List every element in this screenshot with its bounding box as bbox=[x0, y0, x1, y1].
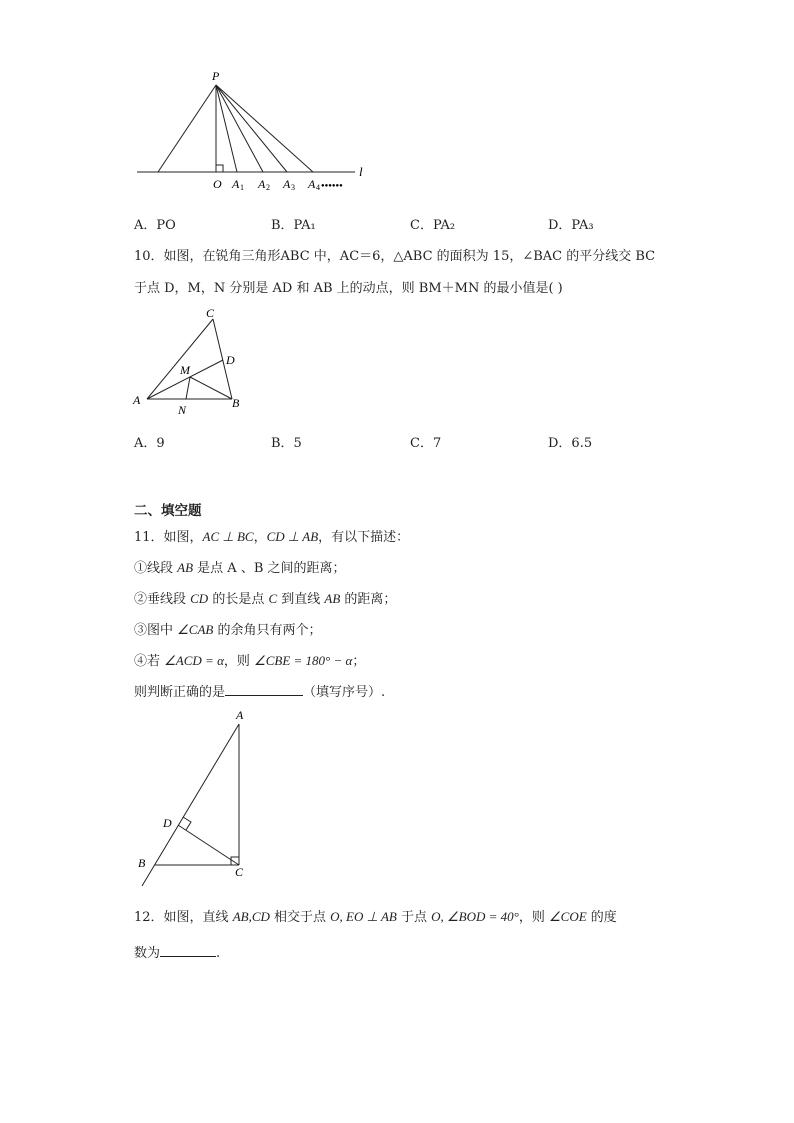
q12-e: 的度 bbox=[586, 910, 617, 925]
label-a2-sub: 2 bbox=[266, 183, 270, 192]
q11-s3-m: ∠CAB bbox=[177, 622, 214, 637]
label-d: D bbox=[226, 353, 235, 367]
label-p: P bbox=[212, 69, 220, 83]
q12-line-1 bbox=[134, 906, 617, 925]
label-a4: A bbox=[308, 177, 316, 191]
segment-bm bbox=[190, 377, 232, 399]
label-a2: A bbox=[258, 177, 266, 191]
right-angle-mark-o bbox=[216, 165, 223, 172]
q11-cond-1: AC ⊥ BC bbox=[202, 529, 254, 544]
q11-s3-a: ③图中 bbox=[134, 623, 178, 638]
q12-m1: AB,CD bbox=[232, 909, 270, 924]
q11-s2-a: ②垂线段 bbox=[134, 592, 191, 607]
q10-option-a: A．9 bbox=[134, 436, 165, 451]
q11-s3-b: 的余角只有两个； bbox=[213, 623, 322, 638]
segment-p-left bbox=[158, 85, 216, 172]
q12-end: . bbox=[216, 946, 221, 961]
q11-statement-3 bbox=[134, 619, 322, 638]
label-a: A bbox=[236, 708, 244, 722]
q11-s2-m1: CD bbox=[190, 591, 209, 606]
q12-answer-blank[interactable] bbox=[160, 944, 216, 957]
label-c: C bbox=[235, 865, 244, 879]
q11-s2-d: 的距离； bbox=[340, 592, 397, 607]
q12-m4: ∠COE bbox=[549, 909, 587, 924]
q11-answer-blank[interactable] bbox=[225, 683, 303, 696]
label-a1: A bbox=[232, 177, 240, 191]
q11-s2-c: 到直线 bbox=[277, 592, 325, 607]
q11-cond-2: CD ⊥ AB bbox=[266, 529, 319, 544]
q10-line-1: 10．如图，在锐角三角形ABC 中，AC＝6，△ABC 的面积为 15，∠BAC 的平分线交 BC bbox=[134, 249, 656, 264]
segment-pa4 bbox=[216, 85, 313, 172]
line-ab-extended bbox=[142, 724, 239, 886]
q10-option-c: C．7 bbox=[410, 436, 442, 451]
label-a1-sub: 1 bbox=[240, 183, 244, 192]
q11-sep: ， bbox=[253, 530, 267, 545]
q11-s2-m3: AB bbox=[324, 591, 341, 606]
q11-s1-a: ①线段 bbox=[134, 561, 178, 576]
label-b: B bbox=[232, 396, 240, 410]
q9-option-d: D．PA₃ bbox=[548, 218, 594, 233]
q12-b: 相交于点 bbox=[269, 910, 331, 925]
q11-statement-2 bbox=[134, 588, 396, 607]
q9-figure bbox=[130, 66, 370, 196]
label-a3-sub: 3 bbox=[291, 183, 295, 192]
q9-option-a: A．PO bbox=[134, 218, 176, 233]
q10-option-b: B．5 bbox=[271, 436, 302, 451]
q12-m2: O, EO ⊥ AB bbox=[330, 909, 397, 924]
q11-intro-a: 11．如图， bbox=[134, 530, 203, 545]
section-title: 二、填空题 bbox=[134, 503, 202, 519]
q12-c: 于点 bbox=[396, 910, 432, 925]
q11-s2-m2: C bbox=[268, 591, 278, 606]
label-a4-sub: 4 bbox=[316, 183, 320, 192]
label-l: l bbox=[359, 164, 363, 179]
label-n: N bbox=[178, 403, 187, 417]
q12-a: 12．如图，直线 bbox=[134, 910, 233, 925]
label-b: B bbox=[138, 856, 146, 870]
q11-s4-b: ，则 bbox=[223, 654, 255, 669]
q12-m3: O, ∠BOD = 40° bbox=[431, 909, 519, 924]
segment-mn bbox=[186, 377, 190, 399]
q12-d: ，则 bbox=[518, 910, 549, 925]
q11-answer-b: （填写序号）. bbox=[303, 685, 386, 700]
label-a: A bbox=[133, 393, 141, 407]
label-a3: A bbox=[283, 177, 291, 191]
q11-answer-line bbox=[134, 681, 385, 700]
q11-intro-b: ，有以下描述： bbox=[318, 530, 410, 545]
q11-intro bbox=[134, 526, 409, 545]
right-angle-mark-d bbox=[183, 817, 191, 830]
q11-s4-m2: ∠CBE = 180° − α bbox=[254, 653, 353, 668]
q11-figure bbox=[130, 706, 260, 892]
label-o: O bbox=[213, 177, 222, 191]
q11-s1-b: 是点 A 、B 之间的距离； bbox=[193, 561, 346, 576]
segment-cd bbox=[178, 825, 239, 865]
q10-option-d: D．6.5 bbox=[548, 436, 593, 451]
segment-pa2 bbox=[216, 85, 263, 172]
q11-statement-4 bbox=[134, 650, 365, 669]
q12-line2-text: 数为 bbox=[134, 946, 161, 961]
label-c: C bbox=[206, 306, 215, 320]
side-ac bbox=[147, 319, 213, 399]
q9-option-c: C．PA₂ bbox=[410, 218, 456, 233]
q10-line-2: 于点 D，M，N 分别是 AD 和 AB 上的动点，则 BM＋MN 的最小值是( ) bbox=[134, 281, 563, 296]
q11-s4-c: ； bbox=[352, 654, 366, 669]
label-m: M bbox=[180, 363, 190, 377]
q9-option-b: B．PA₁ bbox=[271, 218, 316, 233]
label-dots: ●●●●●● bbox=[321, 183, 343, 189]
q12-line-2 bbox=[134, 942, 220, 961]
q11-statement-1 bbox=[134, 557, 346, 576]
q11-s2-b: 的长是点 bbox=[208, 592, 269, 607]
label-d: D bbox=[163, 816, 172, 830]
q11-answer-a: 则判断正确的是 bbox=[134, 685, 226, 700]
q10-figure bbox=[126, 302, 256, 420]
q11-s4-m1: ∠ACD = α bbox=[164, 653, 224, 668]
q11-s1-m: AB bbox=[177, 560, 194, 575]
q11-s4-a: ④若 bbox=[134, 654, 165, 669]
